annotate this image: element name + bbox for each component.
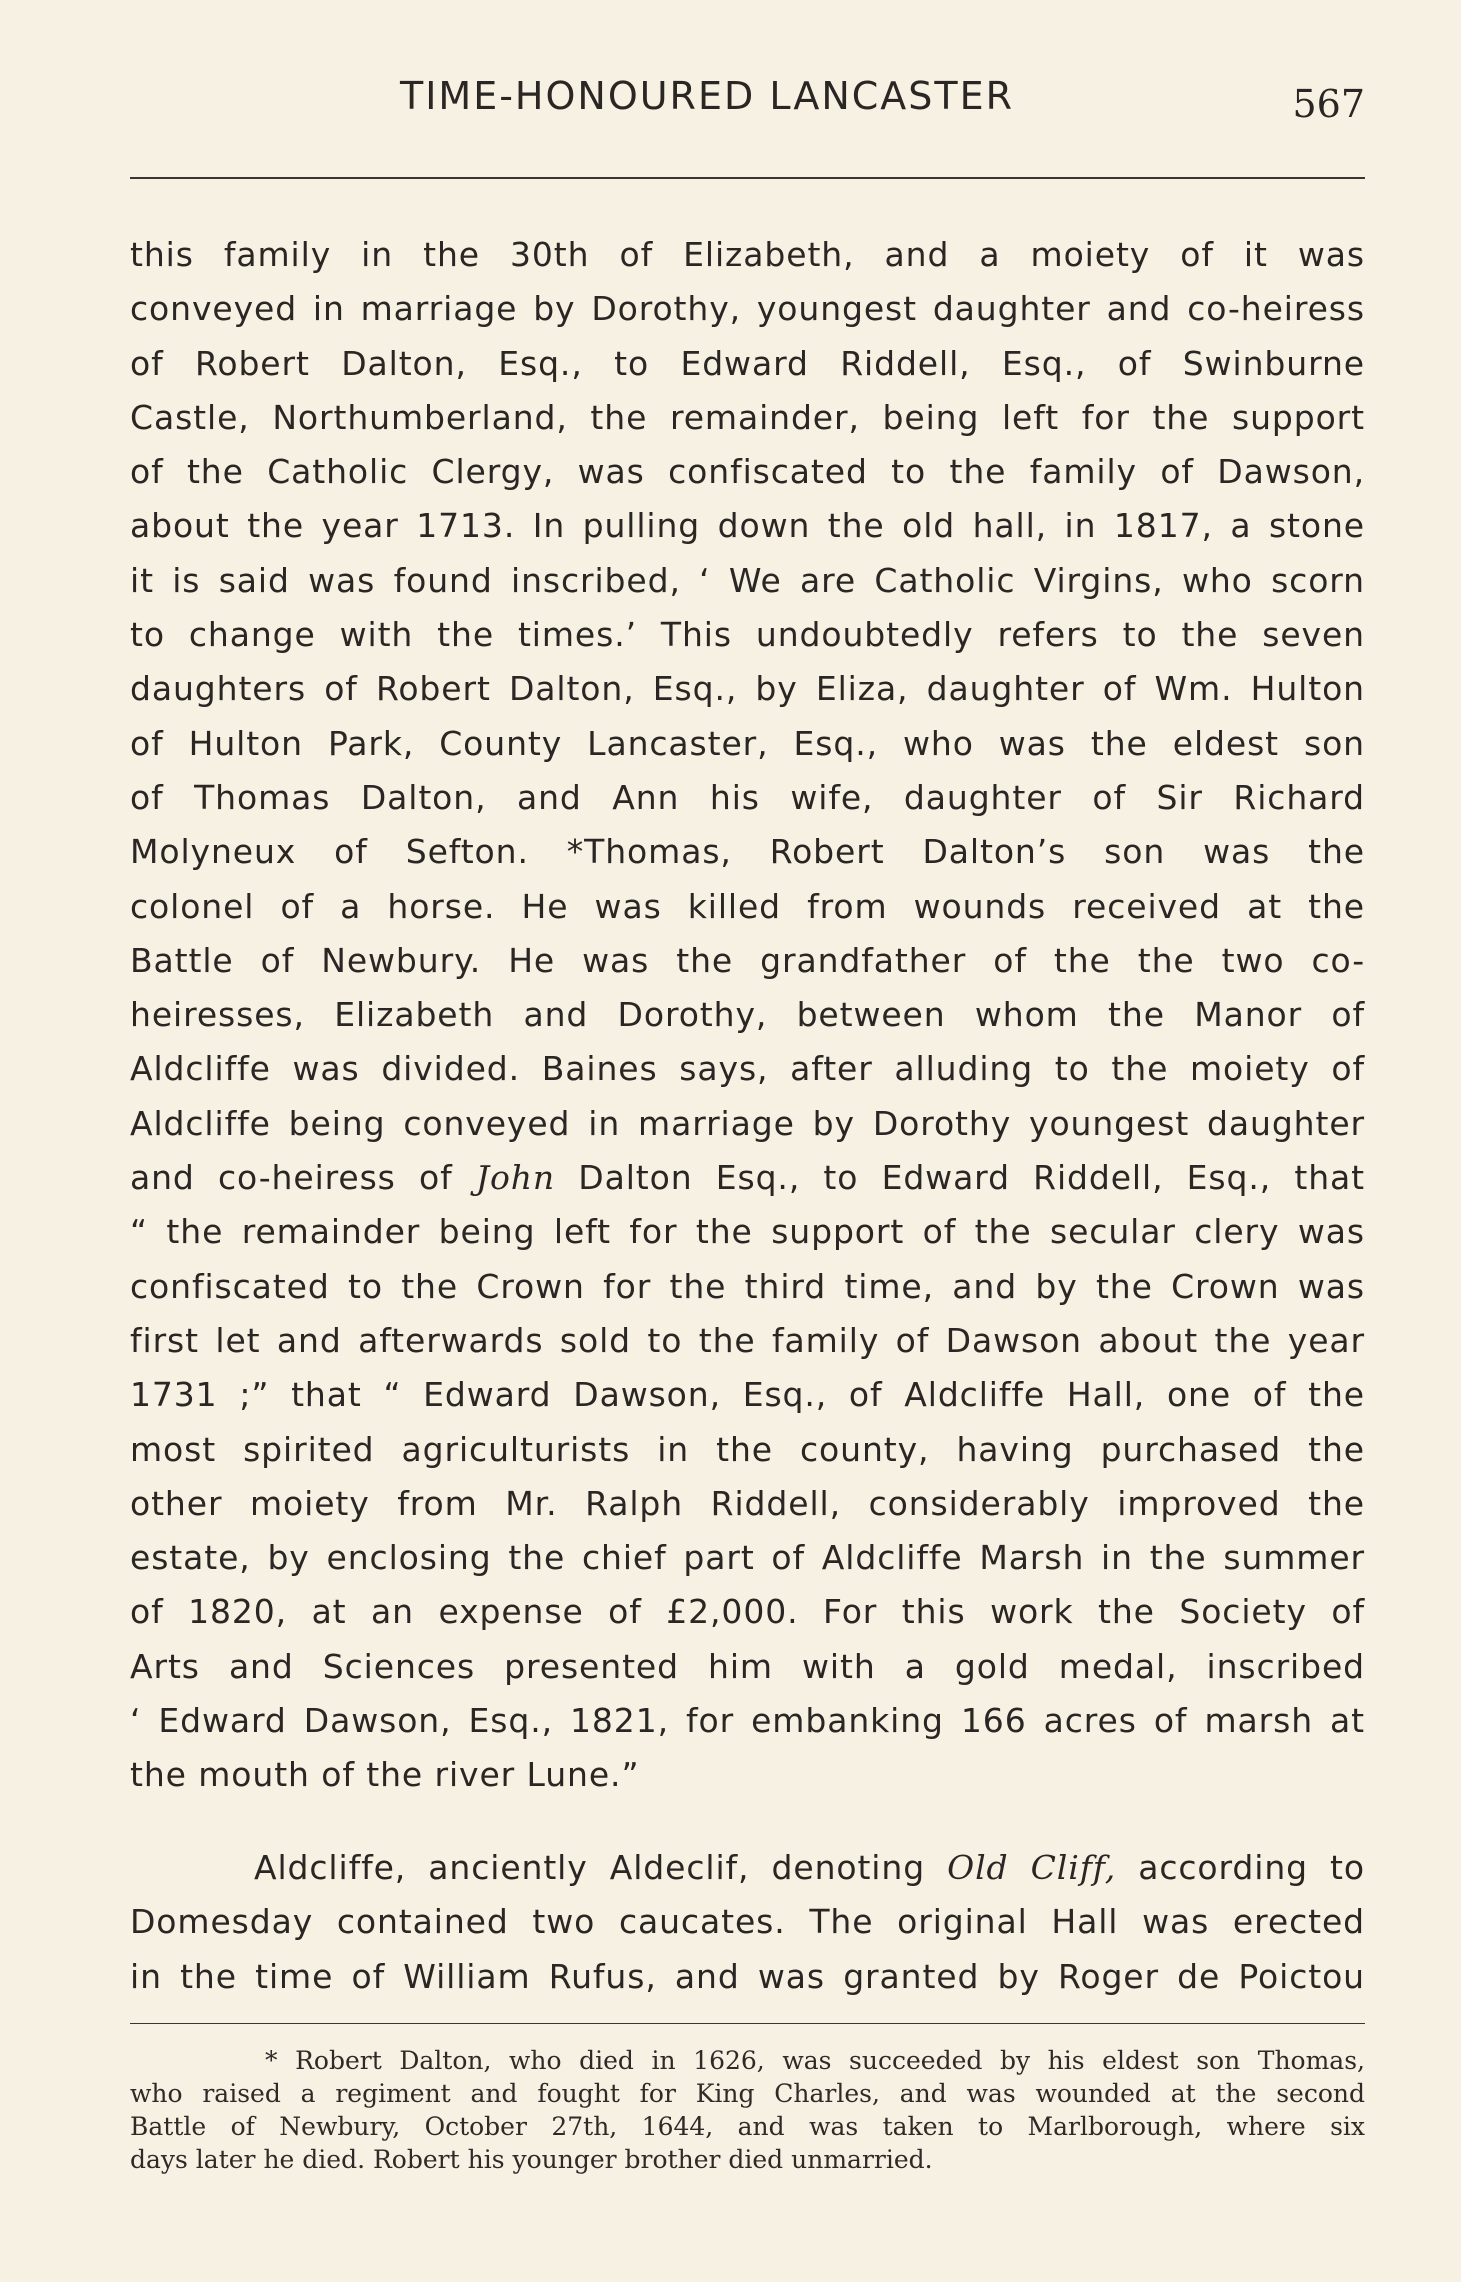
- text-line: “ the remainder being left for the support of the secular clery was: [130, 1212, 1365, 1252]
- footnote-line: days later he died. Robert his younger brother died unmarried.: [130, 2145, 933, 2174]
- text-line: conveyed in marriage by Dorothy, youngest daughter and co-heiress: [130, 289, 1365, 329]
- footnote: [130, 2044, 1365, 2176]
- text-line: Aldcliffe was divided. Baines says, after alluding to the moiety of: [130, 1049, 1365, 1089]
- text-line: of Thomas Dalton, and Ann his wife, daughter of Sir Richard: [130, 777, 1365, 817]
- text-line: to change with the times.’ This undoubtedly refers to the seven: [130, 615, 1365, 655]
- text-line: of Robert Dalton, Esq., to Edward Riddell, Esq., of Swinburne: [130, 343, 1365, 383]
- text-segment: Aldcliffe, anciently Aldeclif, denoting: [254, 1848, 926, 1887]
- text-line: confiscated to the Crown for the third time, and by the Crown was: [130, 1266, 1365, 1306]
- running-header: [130, 74, 1365, 134]
- footnote-line: * Robert Dalton, who died in 1626, was succeeded by his eldest son Thomas,: [265, 2046, 1365, 2075]
- text-line: other moiety from Mr. Ralph Riddell, considerably improved the: [130, 1483, 1365, 1523]
- text-line: Domesday contained two caucates. The original Hall was erected: [130, 1902, 1365, 1942]
- text-line: the mouth of the river Lune.”: [130, 1755, 640, 1795]
- text-line: of 1820, at an expense of £2,000. For this work the Society of: [130, 1592, 1365, 1632]
- text-line: colonel of a horse. He was killed from wounds received at the: [130, 886, 1365, 926]
- text-line: heiresses, Elizabeth and Dorothy, between whom the Manor of: [130, 995, 1365, 1035]
- text-line: Castle, Northumberland, the remainder, being left for the support: [130, 397, 1365, 437]
- text-line: about the year 1713. In pulling down the old hall, in 1817, a stone: [130, 506, 1365, 546]
- text-line: Molyneux of Sefton. *Thomas, Robert Dalton’s son was the: [130, 832, 1365, 872]
- text-line: [130, 1841, 1365, 1895]
- text-line: it is said was found inscribed, ‘ We are Catholic Virgins, who scorn: [130, 560, 1365, 600]
- footnote-rule: [130, 2023, 1365, 2024]
- text-line: this family in the 30th of Elizabeth, and a moiety of it was: [130, 235, 1365, 274]
- italic-term: Old Cliff,: [947, 1848, 1117, 1887]
- text-line: first let and afterwards sold to the family of Dawson about the year: [130, 1320, 1365, 1360]
- page-number: 567: [1292, 82, 1365, 126]
- text-line: daughters of Robert Dalton, Esq., by Eliza, daughter of Wm. Hulton: [130, 669, 1365, 709]
- text-line: ‘ Edward Dawson, Esq., 1821, for embanking 166 acres of marsh at: [130, 1701, 1365, 1741]
- text-line: and co-heiress of John Dalton Esq., to Edward Riddell, Esq., that: [130, 1158, 1365, 1198]
- text-segment: according to: [1138, 1848, 1365, 1887]
- text-line: most spirited agriculturists in the county, having purchased the: [130, 1429, 1365, 1469]
- text-line: of the Catholic Clergy, was confiscated to the family of Dawson,: [130, 452, 1365, 492]
- text-line: Battle of Newbury. He was the grandfather of the the two co-: [130, 940, 1365, 980]
- footnote-line: Battle of Newbury, October 27th, 1644, and was taken to Marlborough, where six: [130, 2112, 1365, 2141]
- text-line: estate, by enclosing the chief part of Aldcliffe Marsh in the summer: [130, 1538, 1365, 1578]
- text-line: in the time of William Rufus, and was granted by Roger de Poictou: [130, 1956, 1365, 1996]
- second-paragraph: [130, 1841, 1365, 2004]
- text-line: 1731 ;” that “ Edward Dawson, Esq., of Aldcliffe Hall, one of the: [130, 1375, 1365, 1415]
- text-line: Arts and Sciences presented him with a gold medal, inscribed: [130, 1646, 1365, 1686]
- text-line: of Hulton Park, County Lancaster, Esq., who was the eldest son: [130, 723, 1365, 763]
- italic-name: John: [475, 1158, 556, 1198]
- running-title: TIME-HONOURED LANCASTER: [400, 74, 1015, 118]
- text-line: Aldcliffe being conveyed in marriage by Dorothy youngest daughter: [130, 1103, 1365, 1143]
- main-paragraph: [130, 228, 1365, 1803]
- footnote-line: who raised a regiment and fought for King Charles, and was wounded at the second: [130, 2079, 1365, 2108]
- header-rule: [130, 177, 1365, 179]
